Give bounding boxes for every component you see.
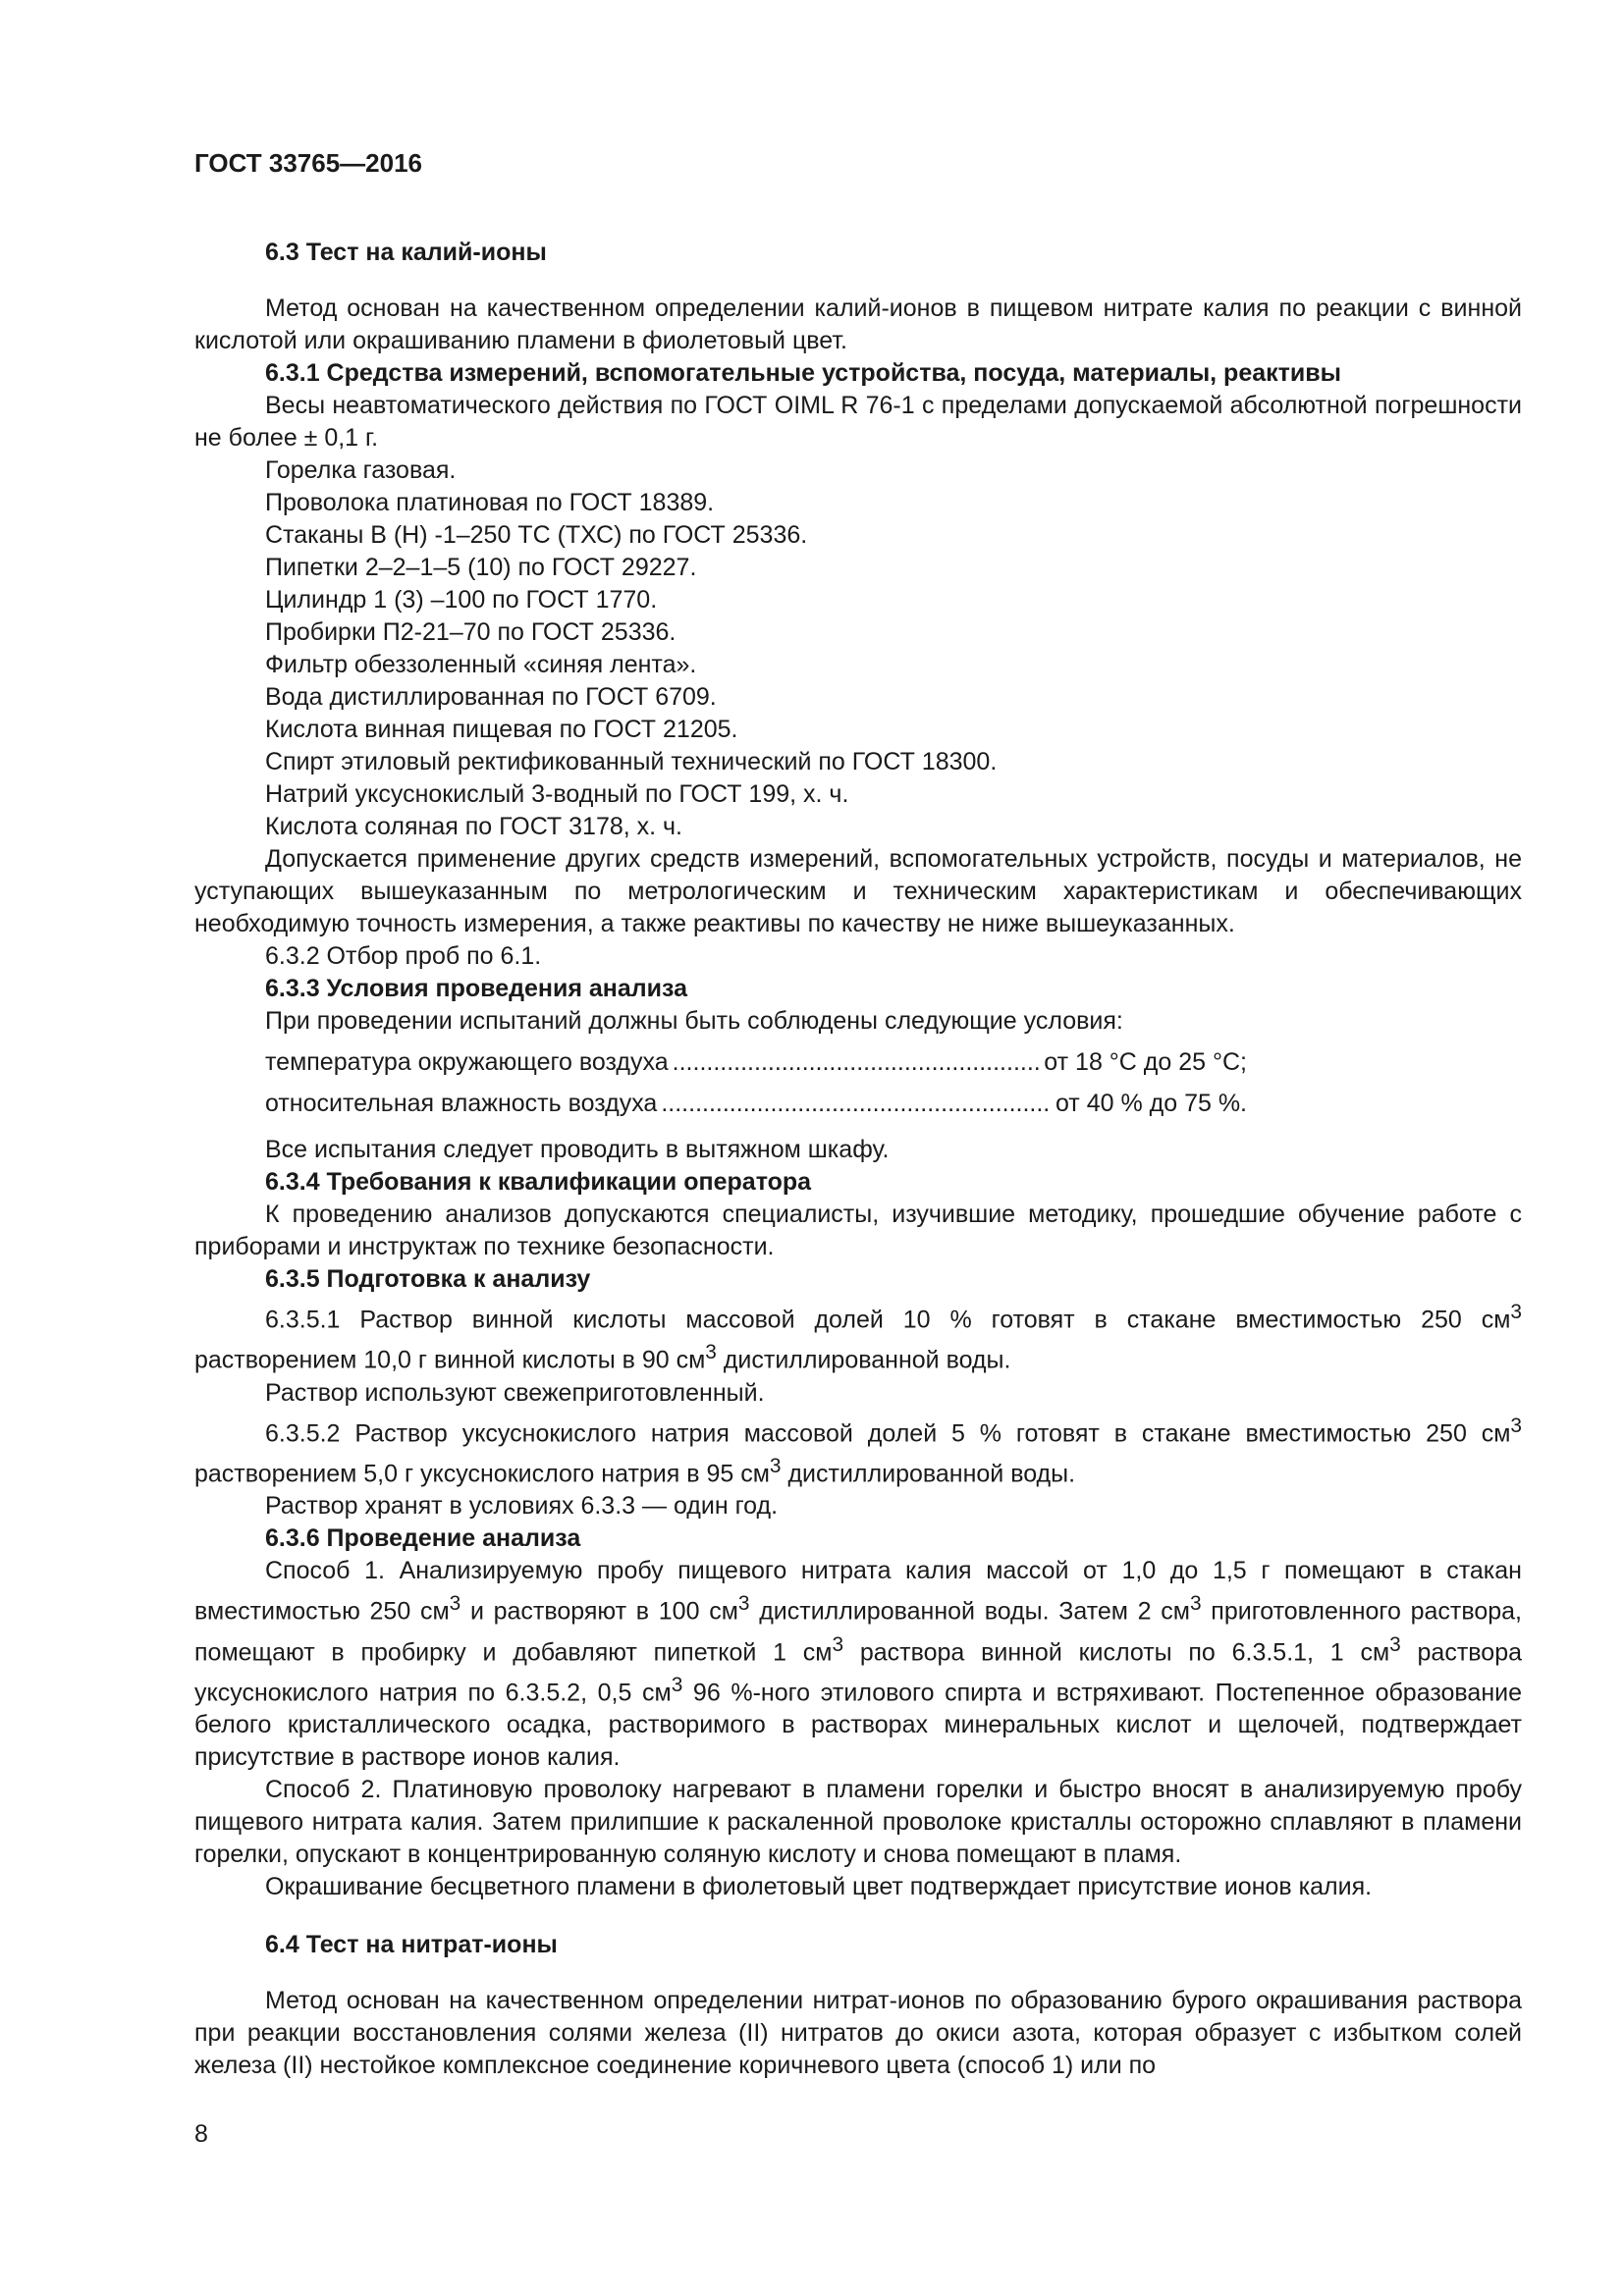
equipment-item: Стаканы В (Н) -1–250 ТС (ТХС) по ГОСТ 25336. — [265, 521, 808, 549]
section-6-3-3-title: 6.3.3 Условия проведения анализа — [265, 975, 688, 1002]
section-6-3-5-1-note: Раствор используют свежеприготовленный. — [265, 1378, 765, 1407]
section-6-3-5-1: 6.3.5.1 Раствор винной кислоты массовой долей 10 % готовят в стакане вместимостью 250 $см^3$ растворением 10,0 г винной кислоты в 90 $см^3$ дистиллированной воды. — [194, 1301, 1522, 1374]
section-6-3-4-title: 6.3.4 Требования к квалификации оператора — [265, 1168, 812, 1196]
equipment-item: Пипетки 2–2–1–5 (10) по ГОСТ 29227. — [265, 554, 697, 581]
equipment-item: Весы неавтоматического действия по ГОСТ OIML R 76-1 с пределами допускаемой абсолютной погрешности не более ± 0,1 г. — [194, 392, 1522, 452]
condition-label: относительная влажность воздуха — [265, 1090, 658, 1117]
condition-value: от 18 °С до 25 °С; — [1044, 1048, 1247, 1076]
document-header: ГОСТ 33765—2016 — [194, 148, 422, 178]
equipment-item: Натрий уксуснокислый 3-водный по ГОСТ 199, х. ч. — [265, 780, 849, 808]
leader-dots — [673, 1046, 1041, 1079]
equipment-substitution-note: Допускается применение других средств измерений, вспомогательных устройств, посуды и материалов, не уступающих вышеуказанным по метрологическим и техническим характеристикам и обеспечивающих необходимую точность измерения, а также реактивы по качеству не ниже вышеуказанных. — [194, 845, 1522, 937]
equipment-item: Горелка газовая. — [265, 456, 457, 484]
section-6-3-4-text: К проведению анализов допускаются специалисты, изучившие методику, прошедшие обучение работе с приборами и инструктаж по технике безопасности. — [194, 1201, 1522, 1260]
page-number: 8 — [194, 2120, 208, 2148]
equipment-item: Цилиндр 1 (3) –100 по ГОСТ 1770. — [265, 586, 658, 614]
section-6-3-5-2: 6.3.5.2 Раствор уксуснокислого натрия массовой долей 5 % готовят в стакане вместимостью 250 $см^3$ растворением 5,0 г уксуснокислого натрия в 95 $см^3$ дистиллированной воды. — [194, 1414, 1522, 1488]
equipment-item: Кислота винная пищевая по ГОСТ 21205. — [265, 716, 738, 743]
document-page — [194, 147, 1522, 2082]
equipment-item: Фильтр обеззоленный «синяя лента». — [265, 651, 697, 678]
leader-dots — [661, 1088, 1052, 1120]
section-6-3-2: 6.3.2 Отбор проб по 6.1. — [265, 942, 542, 970]
equipment-item: Спирт этиловый ректификованный технический по ГОСТ 18300. — [265, 748, 998, 775]
section-6-4-intro: Метод основан на качественном определении нитрат-ионов по образованию бурого окрашивания раствора при реакции восстановления солями железа (II) нитратов до окиси азота, которая образует с избытком солей железа (II) нестойкое комплексное соединение коричневого цвета (способ 1) или по — [194, 1987, 1522, 2080]
condition-label: температура окружающего воздуха — [265, 1048, 669, 1076]
section-6-3-1-title: 6.3.1 Средства измерений, вспомогательные устройства, посуда, материалы, реактивы — [265, 359, 1341, 387]
section-6-3-3-intro: При проведении испытаний должны быть соблюдены следующие условия: — [265, 1007, 1123, 1035]
section-6-4-title: 6.4 Тест на нитрат-ионы — [265, 1931, 558, 1959]
condition-value: от 40 % до 75 %. — [1055, 1090, 1247, 1117]
equipment-item: Пробирки П2-21–70 по ГОСТ 25336. — [265, 618, 677, 646]
condition-temperature — [265, 1046, 1247, 1079]
equipment-item: Вода дистиллированная по ГОСТ 6709. — [265, 683, 717, 711]
condition-humidity — [265, 1088, 1247, 1120]
section-6-3-5-2-note: Раствор хранят в условиях 6.3.3 — один год. — [265, 1492, 779, 1521]
equipment-item: Проволока платиновая по ГОСТ 18389. — [265, 489, 715, 516]
section-6-3-intro: Метод основан на качественном определении калий-ионов в пищевом нитрате калия по реакции с винной кислотой или окрашиванию пламени в фиолетовый цвет. — [194, 294, 1522, 354]
section-6-3-5-title: 6.3.5 Подготовка к анализу — [265, 1265, 591, 1293]
section-6-3-6-title: 6.3.6 Проведение анализа — [265, 1524, 581, 1553]
method-2-note: Окрашивание бесцветного пламени в фиолетовый цвет подтверждает присутствие ионов калия. — [265, 1873, 1373, 1901]
conditions-list — [194, 1046, 1522, 1120]
method-1: Способ 1. Анализируемую пробу пищевого нитрата калия массой от 1,0 до 1,5 г помещают в стакан вместимостью 250 $см^3$ и растворяют в 100 $см^3$ дистиллированной воды. Затем 2 $см^3$ приготовленного раствора, помещают в пробирку и добавляют пипеткой 1 $см^3$ раствора винной кислоты по 6.3.5.1, 1 $см^3$ раствора уксуснокислого натрия по 6.3.5.2, 0,5 $см^3$ 96 %-ного этилового спирта и встряхивают. Постепенное образование белого кристаллического осадка, растворимого в растворах минеральных кислот и щелочей, подтверждает присутствие в растворе ионов калия. — [194, 1557, 1522, 1772]
method-2: Способ 2. Платиновую проволоку нагревают в пламени горелки и быстро вносят в анализируемую пробу пищевого нитрата калия. Затем прилипшие к раскаленной проволоке кристаллы осторожно сплавляют в пламени горелки, опускают в концентрированную соляную кислоту и снова помещают в пламя. — [194, 1776, 1522, 1869]
section-6-3-3-note: Все испытания следует проводить в вытяжном шкафу. — [265, 1136, 890, 1163]
section-6-3-title: 6.3 Тест на калий-ионы — [265, 239, 547, 266]
equipment-item: Кислота соляная по ГОСТ 3178, х. ч. — [265, 813, 682, 840]
